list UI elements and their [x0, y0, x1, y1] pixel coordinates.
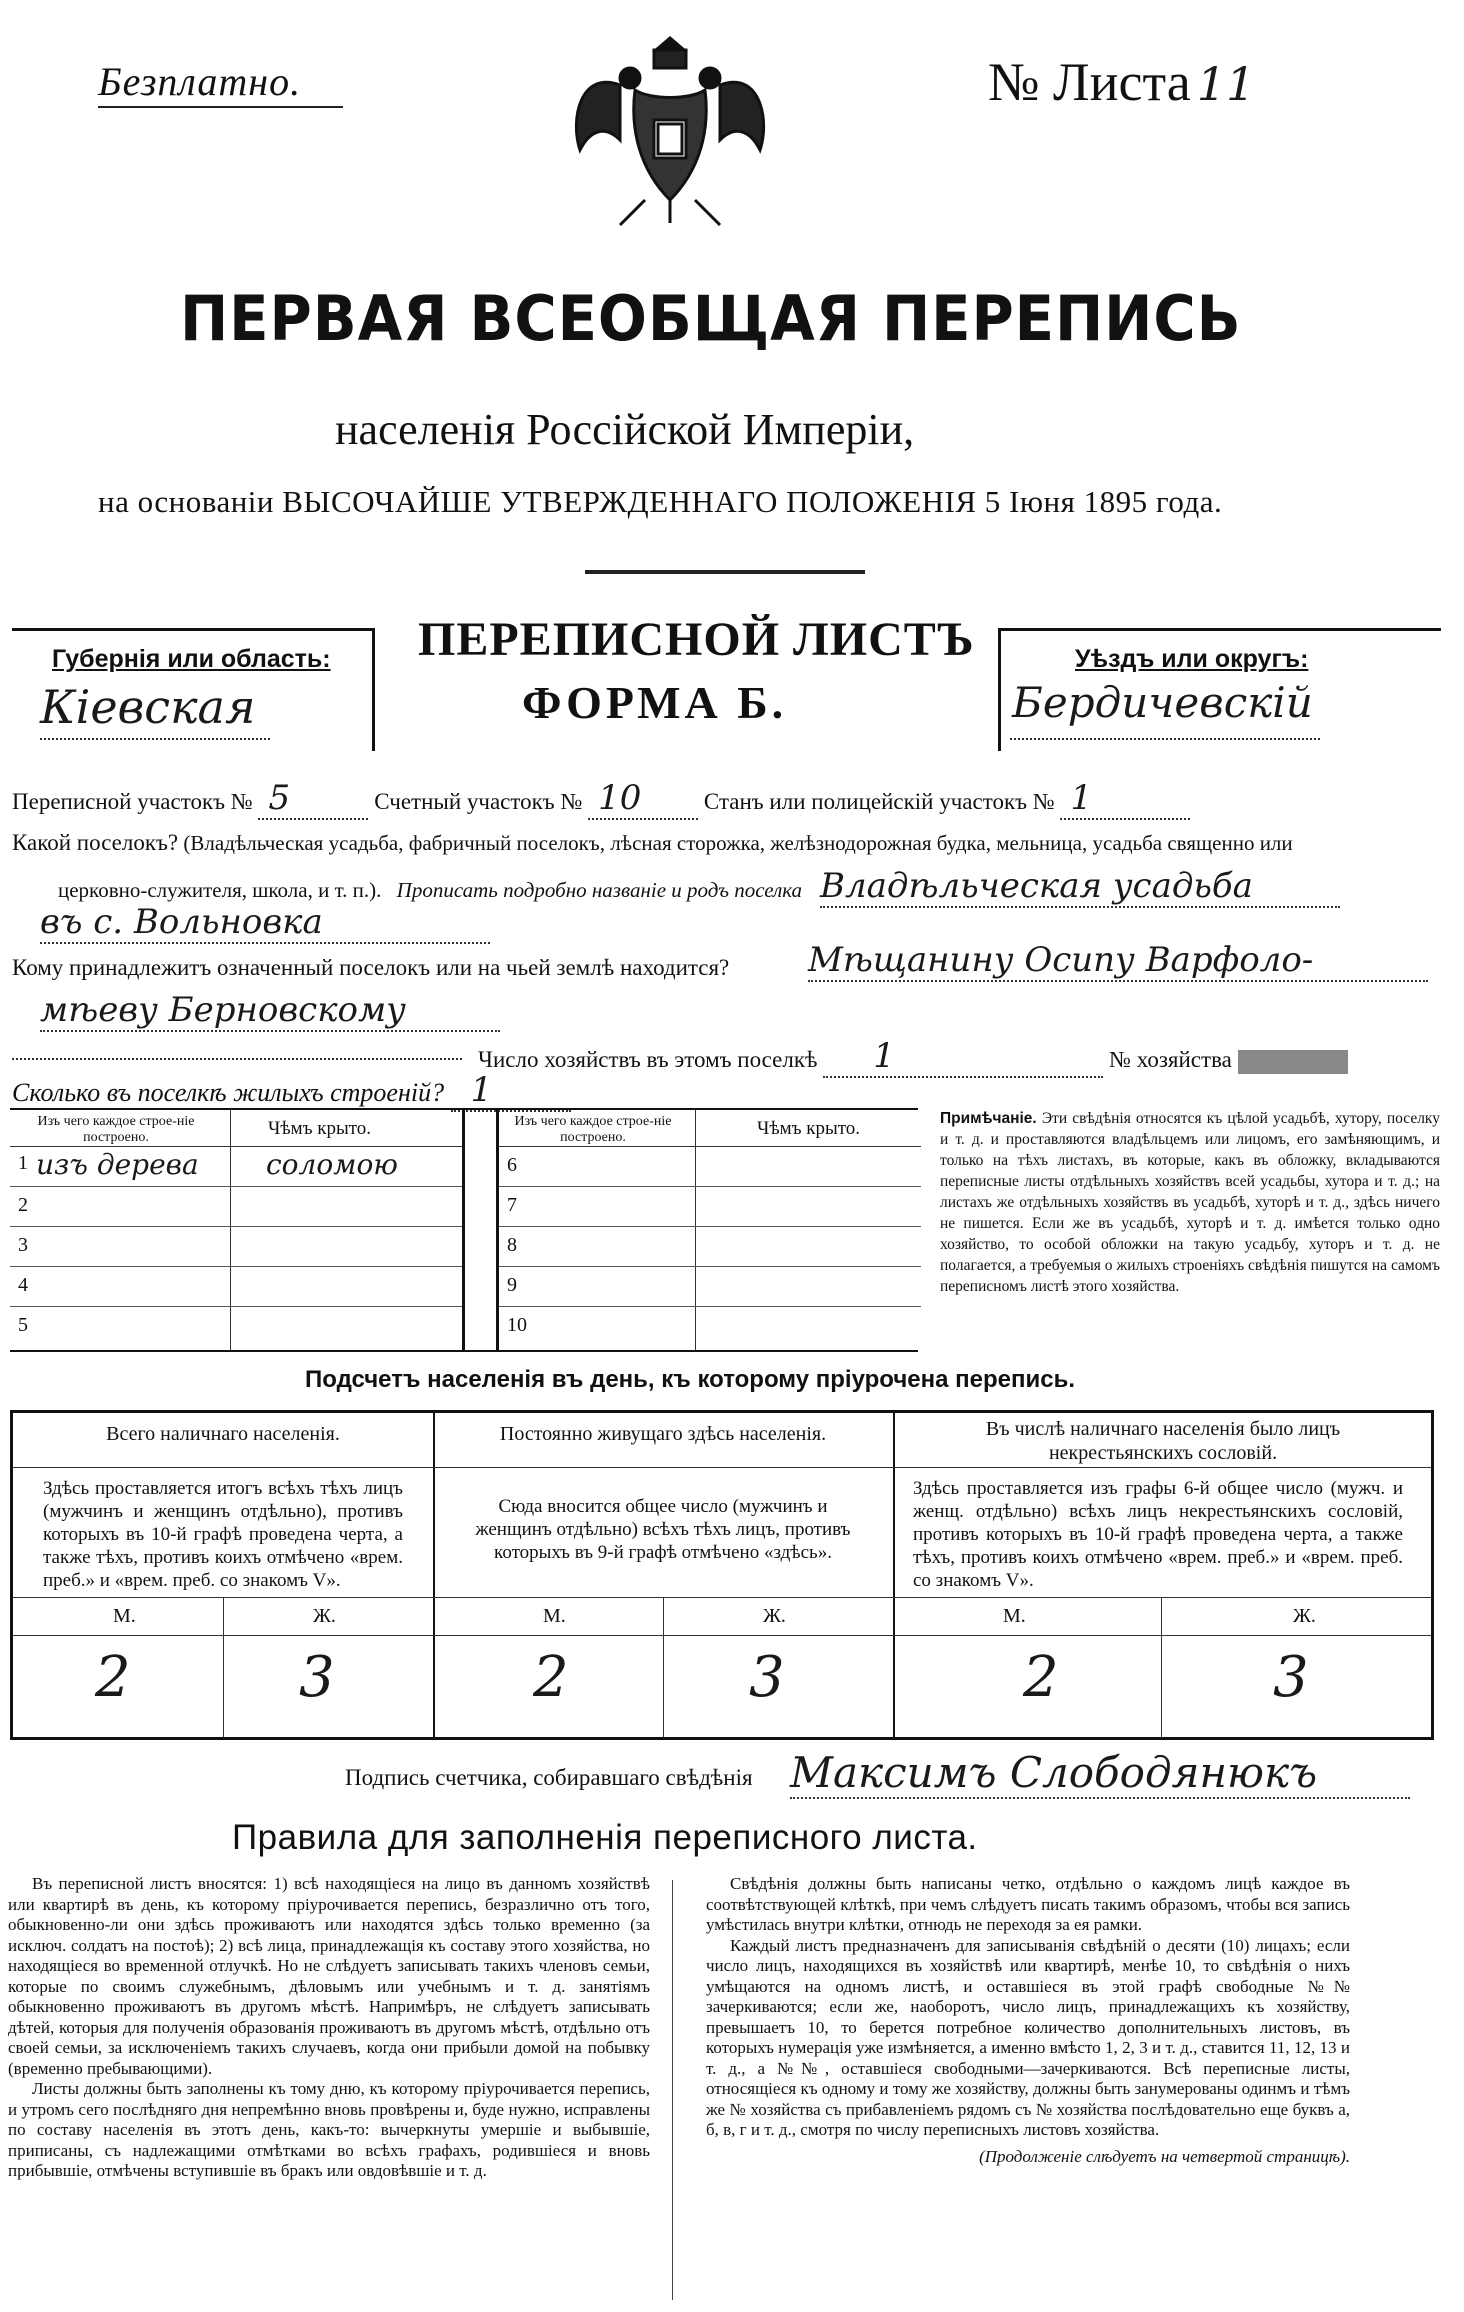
count-district-value: 10	[588, 778, 698, 820]
population-heading: Подсчетъ населенія въ день, къ которому пріурочена перепись.	[305, 1366, 1075, 1393]
row-number: 4	[18, 1274, 28, 1296]
settlement-field-2	[58, 878, 802, 903]
mf-divider	[1161, 1597, 1162, 1737]
free-underline	[98, 106, 343, 108]
count-district-label: Счетный участокъ №	[374, 789, 583, 814]
settlement-instruction: Прописать подробно названіе и родъ поселка	[396, 878, 803, 902]
row-number: 7	[507, 1194, 517, 1216]
male-count: 2	[1023, 1645, 1059, 1710]
free-label: Безплатно.	[98, 59, 302, 104]
rules-left-paragraph-2: Листы должны быть заполнены къ тому дню, къ которому пріурочивается перепись, и утромъ сего послѣдняго дня непремѣнно вновь провѣрены и, буде нужно, исправлены по составу населенія въ этотъ день, какъ-то: вычеркнуты умершіе и выбывшіе, приписаны, съ надлежащими отмѣтками во всѣхъ графахъ, родившіеся и вновь прибывшіе, отмѣчены вступившіе въ бракъ или овдовѣвшіе и т. д.	[8, 2079, 650, 2180]
settlement-label: Какой поселокъ?	[12, 830, 179, 855]
population-col-non-peasant	[893, 1413, 1431, 1737]
population-col-title: Въ числѣ наличнаго населенія было лицъ некрестьянскихъ сословій.	[985, 1418, 1341, 1464]
population-mf-rule	[893, 1597, 1431, 1598]
row-number: 5	[18, 1314, 28, 1336]
table-row	[499, 1266, 921, 1307]
male-count: 2	[533, 1645, 569, 1710]
owner-value-1: Мѣщанину Осипу Варфоло-	[808, 940, 1428, 982]
note-label: Примѣчаніе.	[940, 1110, 1037, 1127]
female-count: 3	[1273, 1645, 1309, 1710]
stan-label: Станъ или полицейскій участокъ №	[703, 789, 1055, 814]
table-row	[499, 1306, 921, 1348]
census-district-value: 5	[258, 778, 368, 820]
table-row	[10, 1146, 462, 1187]
signature-field	[345, 1765, 753, 1791]
population-title-rule	[13, 1467, 433, 1468]
row-number: 6	[507, 1154, 517, 1176]
households-value: 1	[823, 1036, 1103, 1078]
coat-of-arms-icon	[560, 30, 780, 230]
buildings-table	[10, 1108, 918, 1352]
buildings-table-right	[496, 1110, 921, 1350]
population-col-permanent	[433, 1413, 895, 1737]
population-title-rule	[893, 1467, 1431, 1468]
row-number: 2	[18, 1194, 28, 1216]
households-label: Число хозяйствъ въ этомъ поселкѣ	[478, 1047, 818, 1072]
households-field	[478, 1036, 1348, 1078]
signature-label: Подпись счетчика, собиравшаго свѣдѣнія	[345, 1765, 753, 1790]
table-row	[10, 1266, 462, 1307]
settlement-field	[12, 830, 1293, 856]
row-number: 9	[507, 1274, 517, 1296]
female-label: Ж.	[763, 1605, 786, 1627]
guberniya-line	[40, 738, 270, 740]
note-text: Эти свѣдѣнія относятся къ цѣлой усадьбѣ, хутору, поселку и т. д. и проставляются владѣльцемъ или лицомъ, его замѣняющимъ, и только на тѣхъ листахъ, въ которые, какъ въ обложку, вкладываются переписные листы отдѣльныхъ хозяйствъ всей усадьбы, хутора и т. д.; на листахъ же отдѣльныхъ хозяйствъ въ усадьбѣ, хуторѣ и т. д., здѣсь ничего не пишется. Если же въ усадьбѣ, хуторѣ и т. д. имѣется только одно хозяйство, то особой обложки на такую усадьбу, хуторъ и т. д. не полагается, а требуемыя о жилыхъ строеніяхъ свѣдѣнія пишутся на самомъ переписномъ листѣ этого хозяйства.	[940, 1110, 1440, 1295]
female-count: 3	[749, 1645, 785, 1710]
table-row	[10, 1226, 462, 1267]
rules-continued: (Продолженіе слѣдуетъ на четвертой страницѣ).	[979, 2146, 1350, 2166]
form-title: ПЕРЕПИСНОЙ ЛИСТЪ	[418, 613, 975, 666]
settlement-hint-1: (Владѣльческая усадьба, фабричный поселокъ, лѣсная сторожка, желѣзнодорожная будка, мельница, усадьба священно или	[183, 831, 1293, 855]
households-line-left	[12, 1058, 462, 1060]
buildings-note	[940, 1108, 1440, 1297]
owner-value-2: мѣеву Берновскому	[40, 990, 500, 1032]
row-roof: соломою	[266, 1148, 398, 1181]
census-district-field	[12, 778, 1190, 820]
buildings-value: 1	[451, 1070, 571, 1112]
uezd-value: Бердичевскій	[1012, 678, 1313, 727]
population-col-total	[13, 1413, 435, 1737]
stan-value: 1	[1060, 778, 1190, 820]
male-count: 2	[95, 1645, 131, 1710]
signature-value: Максимъ Слободянюкъ	[790, 1748, 1410, 1799]
census-title: ПЕРВАЯ ВСЕОБЩАЯ ПЕРЕПИСЬ	[180, 282, 1242, 355]
table-row	[10, 1186, 462, 1227]
table-row	[10, 1306, 462, 1348]
rules-right-column	[706, 1874, 1350, 2167]
settlement-value-2: въ с. Вольновка	[40, 902, 490, 944]
population-col-title: Всего наличнаго населенія.	[106, 1423, 340, 1445]
population-col-desc: Сюда вносится общее число (мужчинъ и женщинъ отдѣльно) всѣхъ тѣхъ лицъ, противъ которыхъ въ 9-й графѣ отмѣчено «здѣсь».	[475, 1496, 851, 1563]
population-title-rule	[433, 1467, 893, 1468]
table-row	[499, 1226, 921, 1267]
settlement-value-1: Владѣльческая усадьба	[820, 866, 1340, 908]
female-label: Ж.	[1293, 1605, 1316, 1627]
row-number: 1	[18, 1152, 28, 1174]
row-number: 8	[507, 1234, 517, 1256]
buildings-table-left	[10, 1110, 465, 1350]
mf-divider	[663, 1597, 664, 1737]
population-col-desc: Здѣсь проставляется итогъ всѣхъ тѣхъ лицъ (мужчинъ и женщинъ отдѣльно), противъ которыхъ въ 10-й графѣ проведена черта, а также тѣхъ, противъ коихъ отмѣчено «врем. преб.» и «врем. преб. со знакомъ V».	[43, 1478, 403, 1591]
sheet-number-value: 11	[1196, 57, 1256, 111]
form-name: ФОРМА Б.	[522, 677, 788, 728]
census-district-label: Переписной участокъ №	[12, 789, 253, 814]
buildings-col-material: Изъ чего каждое строе-ніе построено.	[37, 1114, 195, 1145]
population-table	[10, 1410, 1434, 1740]
male-label: М.	[1003, 1605, 1026, 1627]
uezd-line	[1010, 738, 1320, 740]
rules-right-paragraph-2: Каждый листъ предназначенъ для записыванія свѣдѣній о десяти (10) лицахъ; если число лицъ, находящихся въ хозяйствѣ или квартирѣ, менѣе 10, то свѣдѣнія о нихъ умѣщаются на одномъ листѣ, и оставшіеся въ этой графѣ свободные №№ зачеркиваются; если же, наоборотъ, число лицъ, принадлежащихъ къ хозяйству, превышаетъ 10, то берется потребное количество дополнительныхъ листовъ, въ которыхъ нумерація уже измѣняется, а именно вмѣсто 1, 2, 3 и т. д., ставится 11, 12, 13 и т. д., а №№, оставшіеся свободными—зачеркиваются. Всѣ переписные листы, относящіеся къ одному и тому же хозяйству, должны быть занумерованы одинмъ и тѣмъ же № хозяйства съ прибавленіемъ рядомъ съ № хозяйства послѣдовательно еще буквъ а, б, в, г и т. д., смотря по числу переписныхъ листовъ хозяйства.	[706, 1935, 1350, 2139]
household-no-box	[1238, 1050, 1348, 1074]
buildings-col-roof: Чѣмъ крыто.	[268, 1118, 372, 1139]
male-label: М.	[543, 1605, 566, 1627]
sheet-number	[988, 52, 1255, 114]
guberniya-value: Кіевская	[40, 680, 256, 734]
male-label: М.	[113, 1605, 136, 1627]
mf-label-rule	[893, 1635, 1431, 1636]
household-no-label: № хозяйства	[1109, 1047, 1232, 1072]
table-row	[499, 1186, 921, 1227]
row-number: 10	[507, 1314, 527, 1336]
guberniya-label: Губернія или область:	[52, 645, 331, 673]
buildings-col-material-2: Изъ чего каждое строе-ніе построено.	[514, 1114, 672, 1145]
buildings-col-roof-2: Чѣмъ крыто.	[757, 1118, 861, 1139]
census-basis: на основаніи ВЫСОЧАЙШЕ УТВЕРЖДЕННАГО ПОЛОЖЕНІЯ 5 Іюня 1895 года.	[98, 484, 1223, 519]
row-number: 3	[18, 1234, 28, 1256]
row-material: изъ дерева	[36, 1148, 199, 1181]
rules-right-paragraph-1: Свѣдѣнія должны быть написаны четко, отдѣльно о каждомъ лицѣ каждое въ соотвѣтствующей клѣткѣ, при чемъ слѣдуетъ писать такимъ образомъ, чтобы вся запись умѣстилась внутри клѣтки, отнюдь не переходя за ея рамки.	[706, 1874, 1350, 1934]
population-col-desc: Здѣсь проставляется изъ графы 6-й общее число (мужч. и женщ. отдѣльно) всѣхъ лицъ некрестьянскихъ сословій, противъ которыхъ въ 10-й графѣ проведена черта, а также тѣхъ, противъ коихъ отмѣчено «врем. преб.» и «врем. преб. со знакомъ V».	[913, 1478, 1403, 1591]
sheet-number-label: № Листа	[988, 52, 1191, 112]
census-subtitle: населенія Россійской Имперіи,	[335, 405, 915, 454]
mf-divider	[223, 1597, 224, 1737]
buildings-label: Сколько въ поселкѣ жилыхъ строеній?	[12, 1078, 445, 1107]
population-col-title: Постоянно живущаго здѣсь населенія.	[499, 1423, 827, 1445]
rules-heading: Правила для заполненія переписного листа.	[232, 1818, 978, 1857]
rules-left-column	[8, 1874, 650, 2182]
female-count: 3	[299, 1645, 335, 1710]
uezd-label: Уѣздъ или округъ:	[1075, 645, 1309, 673]
rules-left-paragraph-1: Въ переписной листъ вносятся: 1) всѣ находящіеся на лицо въ данномъ хозяйствѣ или квартирѣ въ день, къ которому пріурочивается перепись, безразлично отъ того, обыкновенно-ли они здѣсь проживаютъ или находятся здѣсь только временно (за исключ. солдатъ на постоѣ); 2) всѣ лица, принадлежащія къ составу этого хозяйства, но находящіеся во временной отлучкѣ. Но не слѣдуетъ записывать такихъ членовъ семьи, которые по своимъ служебнымъ, дѣловымъ или учебнымъ и т. д. занятіямъ обыкновенно проживаютъ въ другомъ мѣстѣ. Напримѣръ, не слѣдуетъ записывать дѣтей, которыя для полученія образованія проживаютъ въ другомъ мѣстѣ, отдѣльно отъ своей семьи, за исключеніемъ такихъ случаевъ, когда они прибыли домой на побывку (временно пребывающими).	[8, 1874, 650, 2078]
rules-column-divider	[672, 1880, 673, 2300]
female-label: Ж.	[313, 1605, 336, 1627]
owner-label: Кому принадлежитъ означенный поселокъ или на чьей землѣ находится?	[12, 955, 730, 980]
title-divider	[585, 570, 865, 574]
settlement-hint-2: церковно-служителя, школа, и т. п.).	[58, 878, 382, 902]
table-row	[499, 1146, 921, 1187]
buildings-field	[12, 1070, 571, 1112]
